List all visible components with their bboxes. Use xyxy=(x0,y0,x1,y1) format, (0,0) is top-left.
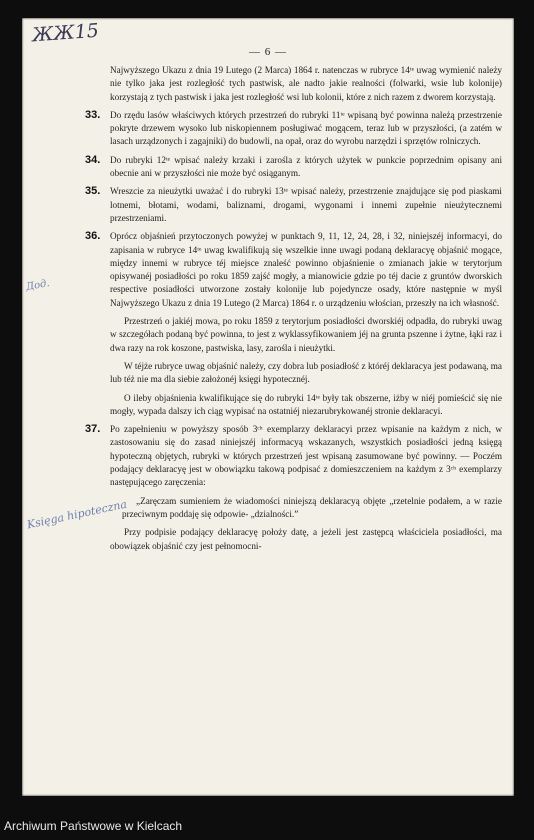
paragraph xyxy=(110,64,502,104)
paragraph xyxy=(110,315,502,355)
paragraph-text: Przy podpisie podający deklaracyę położy datę, a jeżeli jest zastępcą właściciela posiadłości, ma obowiązek objaśnić czy jest pełnomocni- xyxy=(110,527,502,551)
paragraph-text: Do rzędu lasów właściwych których przestrzeń do rubryki 11ᵗᵉ wpisaną być powinna należą przestrzenie pokryte drzewem wysoko lub niskopiennem posługiwać mogącem, teraz lub w przyszłości, (a zatém w lasach urządzonych i zagajniki) do budowli, na opał, oraz do wyrobu narzędzi i sprzętów rolniczych. xyxy=(110,109,502,147)
paragraph-text: Oprócz objaśnień przytoczonych powyżej w punktach 9, 11, 12, 24, 28, i 32, niniejszéj informacyi, do zapisania w rubryce 14ᵗᵉ uwag kwalifikują się wszelkie inne uwagi podaną deklaracyę objaśnić mogące, między innemi w rubryce téj miejsce znaleść powinno objaśnienie o zmianach jakie w terytorjum opisywanéj posiadłości po roku 1859 zajść mogły, a mianowicie gdzie po téj dacie z gruntów dworskich respective posiadłości utworzone zostały kolonije lub pojedyncze osady, które następnie w myśl Najwyższego Ukazu z dnia 19 Lutego (2 Marca) 1864 r. o urządzeniu włościan, przeszły na ich własność. xyxy=(110,231,502,308)
paragraph-number: 36. xyxy=(85,230,101,243)
page-number: — 6 — xyxy=(249,46,287,58)
document-body xyxy=(85,64,502,558)
paragraph-number: 37. xyxy=(85,423,101,436)
paragraph-text: W téjże rubryce uwag objaśnić należy, czy dobra lub posiadłość z któréj deklaracya jest podawaną, ma lub téż nie ma dla siebie założonéj księgi hypotecznéj. xyxy=(110,360,502,385)
paragraph xyxy=(110,526,502,553)
paragraph-text: O ileby objaśnienia kwalifikujące się do rubryki 14ᵗᵉ były tak obszerne, iżby w niéj pomieścić się nie mogły, wypada dalszy ich ciąg wypisać na ostatniéj niezarubrykowanéj stronie deklaracyi. xyxy=(110,392,502,416)
paragraph-text: Po zapełnieniu w powyższy sposób 3ᶜʰ exemplarzy deklaracyi przez wpisanie na każdym z nich, w zastosowaniu się do zasad niniejszéj informacyą wskazanych, wszystkich posiadłości jedną księgą hypoteczną objętych, rubryki w których przestrzeń jest wpisaną zasumowane być powinny. — Poczém podający deklaracyę jest w obowiązku takową podpisać z domieszczeniem na każdym z 3ᶜʰ exemplarzy następującego zaręczenia: xyxy=(110,424,502,488)
handwritten-signature-mark: ЖЖ15 xyxy=(31,19,100,47)
numbered-paragraph xyxy=(85,153,502,181)
paragraph xyxy=(110,360,502,387)
paragraph-text: Do rubryki 12ᵗᵉ wpisać należy krzaki i zarośla z których użytek w punkcie poprzednim opisany ani obecnie ani w przyszłości nie może być osiąganym. xyxy=(110,154,502,179)
paragraph-text: Wreszcie za nieużytki uważać i do rubryki 13ᵗᵉ wpisać należy, przestrzenie znajdujące się pod piaskami lotnemi, błotami, wodami, baliznami, drogami, wygonami i innemi zupełnie nieużytecznemi przestrzeniami. xyxy=(110,186,502,223)
paragraph-text: „Zaręczam sumieniem że wiadomości niniejszą deklaracyą objęte „rzetelnie podałem, a w razie przeciwnym poddaję się odpowie- „dzialności.” xyxy=(122,495,502,519)
paragraph-text: Przestrzeń o jakiéj mowa, po roku 1859 z terytorjum posiadłości dworskiéj odpadła, do rubryki uwag w szczegółach podaną być powinna, to jest z wyklassyfikowaniem jéj na grunta pszenne i żytne, łąki raz i dwa razy na rok koszone, pastwiska, lasy, zarośla i nieużytki. xyxy=(110,316,502,353)
paragraph xyxy=(110,495,502,522)
paragraph xyxy=(110,392,502,419)
paragraph-number: 34. xyxy=(85,153,101,166)
numbered-paragraph xyxy=(85,230,502,310)
paragraph-number: 35. xyxy=(85,185,101,198)
paragraph-text: Najwyższego Ukazu z dnia 19 Lutego (2 Marca) 1864 r. natenczas w rubryce 14ᵗᵉ uwag wymienić należy nie tylko jaka jest rozległość tych pastwisk, ale nadto jakie realności (folwarki, wsie lub kolonije) korzystają z tych pastwisk i jaka jest rozległość wsi lub kolonii, które z nich razem z dworem korzystają. xyxy=(110,65,502,102)
numbered-paragraph xyxy=(85,185,502,225)
paragraph-number: 33. xyxy=(85,108,101,121)
margin-note: Дод. xyxy=(25,278,51,293)
margin-note-hypothec: Księga hipoteczna xyxy=(25,497,129,532)
numbered-paragraph xyxy=(85,423,502,489)
document-page xyxy=(22,18,514,796)
numbered-paragraph xyxy=(85,108,502,149)
archive-footer: Archiwum Państwowe w Kielcach xyxy=(4,819,183,833)
